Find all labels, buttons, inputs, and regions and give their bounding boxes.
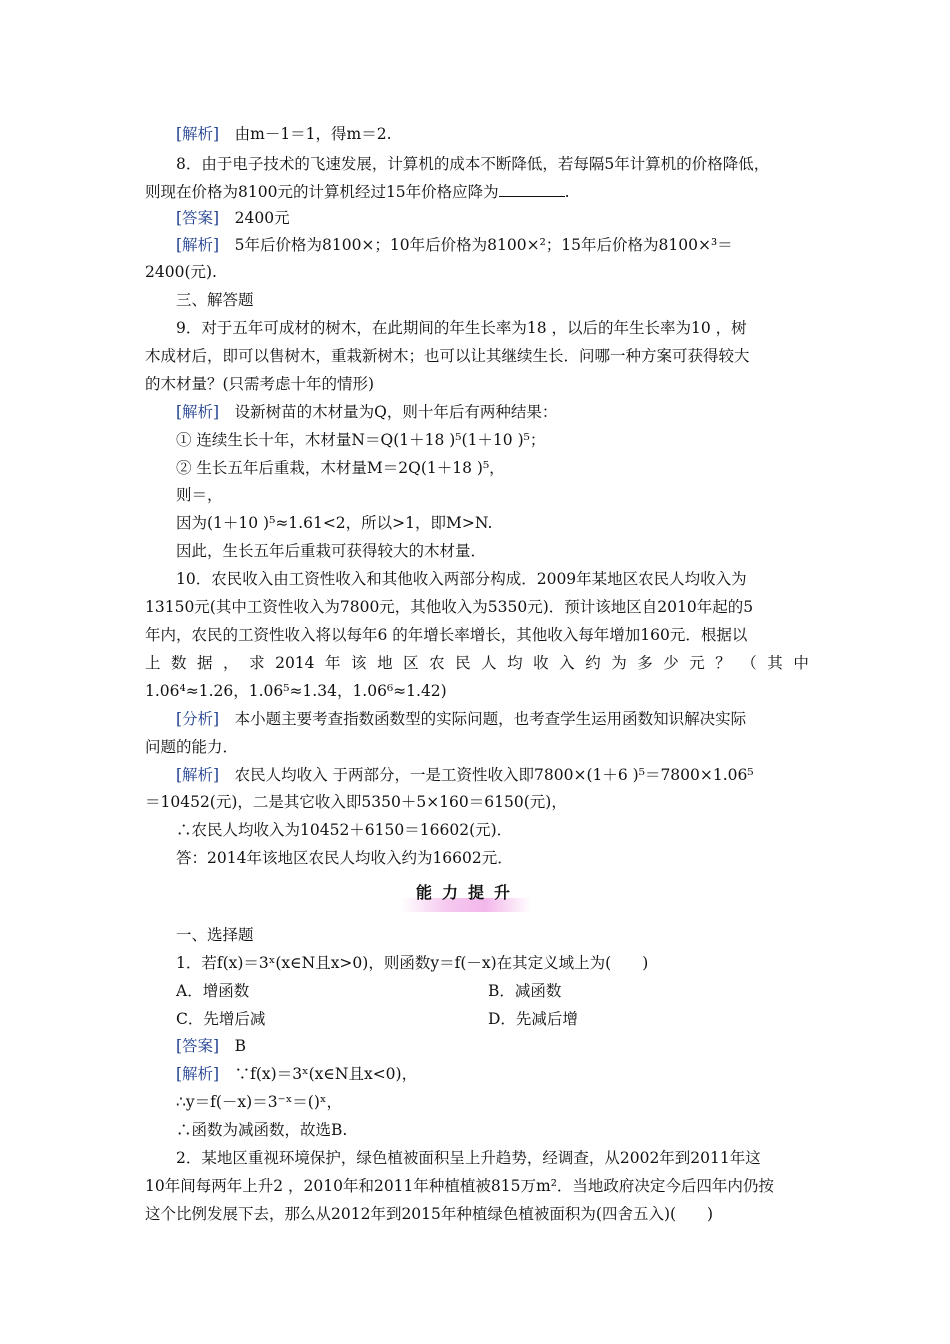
word: 入 [559, 654, 575, 672]
answer-8 [176, 208, 809, 228]
question-10-line-1: 10．农民收入由工资性收入和其他收入两部分构成．2009年某地区农民人均收入为 [176, 570, 747, 588]
analysis-tag: [解析] [176, 766, 220, 784]
word: 均 [507, 654, 523, 672]
answer-tag: [答案] [176, 1037, 220, 1055]
option-a[interactable]: A．增函数 [176, 982, 250, 1000]
word: 上 [145, 654, 161, 672]
analysis-1-line-2: ∴y＝f(－x)＝3⁻ˣ＝()ˣ， [176, 1093, 342, 1111]
analysis-tag: [解析] [176, 1065, 220, 1083]
word: 民 [455, 654, 471, 672]
word: 其 [767, 654, 783, 672]
analysis-9-line-2: ① 连续生长十年，木材量N＝Q(1＋18 )⁵(1＋10 )⁵； [176, 431, 546, 449]
word: 该 [351, 654, 367, 672]
line-text: 2400元 [234, 209, 290, 227]
analysis-9-line-4: 则＝， [176, 486, 223, 504]
word: 求 [249, 654, 265, 672]
word: ， [223, 654, 239, 672]
word: 据 [197, 654, 213, 672]
section-heading-answers: 三、解答题 [176, 291, 254, 309]
analysis-1-line-1 [176, 1064, 809, 1084]
word: （ [741, 654, 757, 672]
line-text: 设新树苗的木材量为Q，则十年后有两种结果： [234, 403, 558, 421]
analysis-tag: [解析] [176, 236, 220, 254]
line-text: . [564, 183, 570, 201]
question-10-line-4 [145, 653, 809, 673]
answer-10-line: 答：2014年该地区农民人均收入约为16602元． [176, 849, 513, 867]
word: 年 [325, 654, 341, 672]
option-b[interactable]: B．减函数 [488, 982, 562, 1000]
word: 约 [585, 654, 601, 672]
analysis-10-line-2: ＝10452(元)，二是其它收入即5350＋5×160＝6150(元)， [145, 793, 567, 811]
word: 人 [481, 654, 497, 672]
word: 为 [611, 654, 627, 672]
option-d[interactable]: D．先减后增 [488, 1010, 578, 1028]
word: 收 [533, 654, 549, 672]
analysis-9-line-3: ② 生长五年后重栽，木材量M＝2Q(1＋18 )⁵， [176, 459, 505, 477]
answer-1 [176, 1036, 809, 1056]
analysis-9-line-6: 因此，生长五年后重栽可获得较大的木材量． [176, 542, 487, 560]
analysis-9-line-5: 因为(1＋10 )⁵≈1.61<2，所以>1，即M>N. [176, 514, 493, 532]
question-10-line-5: 1.06⁴≈1.26，1.06⁵≈1.34，1.06⁶≈1.42) [145, 682, 447, 700]
word: 区 [403, 654, 419, 672]
analysis-9-line-1 [176, 402, 809, 422]
line-text: B [234, 1037, 247, 1055]
analysis-8-line-2: 2400(元). [145, 263, 217, 281]
word: 地 [377, 654, 393, 672]
analysis-10-line-3: ∴农民人均收入为10452＋6150＝16602(元)． [176, 821, 513, 839]
note-tag: [分析] [176, 710, 220, 728]
analysis-8-line-1 [176, 235, 809, 255]
analysis-tag: [解析] [176, 403, 220, 421]
line-text: 本小题主要考查指数函数型的实际问题，也考查学生运用函数知识解决实际 [234, 710, 747, 728]
question-9-line-3: 的木材量？(只需考虑十年的情形) [145, 375, 375, 393]
question-2-line-3: 这个比例发展下去，那么从2012年到2015年种植绿色植被面积为(四舍五入)( ) [145, 1205, 714, 1223]
word: 数 [171, 654, 187, 672]
note-10-line-1 [176, 709, 809, 729]
line-text: 农民人均收入 于两部分，一是工资性收入即7800×(1＋6 )⁵＝7800×1.06⁵ [234, 766, 754, 784]
note-10-line-2: 问题的能力． [145, 738, 239, 756]
section-heading-choice: 一、选择题 [176, 926, 254, 944]
question-10-line-3: 年内，农民的工资性收入将以每年6 的年增长率增长，其他收入每年增加160元．根据以 [145, 626, 748, 644]
word: 元 [689, 654, 705, 672]
line-analysis-7 [176, 124, 809, 144]
analysis-1-line-3: ∴函数为减函数，故选B. [176, 1121, 348, 1139]
question-1-line: 1．若f(x)＝3ˣ(x∈N且x>0)，则函数y＝f(－x)在其定义域上为( ) [176, 954, 649, 972]
word: 中 [793, 654, 809, 672]
word: ？ [715, 654, 731, 672]
answer-tag: [答案] [176, 209, 220, 227]
word: 多 [637, 654, 653, 672]
question-9-line-1: 9．对于五年可成材的树木，在此期间的年生长率为18 ，以后的年生长率为10 ，树 [176, 319, 747, 337]
analysis-10-line-1 [176, 765, 809, 785]
section-banner [383, 882, 553, 916]
line-text: ∵f(x)＝3ˣ(x∈N且x<0)， [234, 1065, 418, 1083]
word: 2014 [275, 654, 315, 672]
section-title: 能力提升 [415, 883, 520, 902]
line-text: 则现在价格为8100元的计算机经过15年价格应降为 [145, 183, 499, 201]
question-2-line-1: 2．某地区重视环境保护，绿色植被面积呈上升趋势，经调查，从2002年到2011年这 [176, 1149, 761, 1167]
analysis-tag: [解析] [176, 125, 220, 143]
option-c[interactable]: C．先增后减 [176, 1010, 266, 1028]
question-8-line-1: 8．由于电子技术的飞速发展，计算机的成本不断降低，若每隔5年计算机的价格降低， [176, 155, 770, 173]
word: 少 [663, 654, 679, 672]
answer-blank [499, 182, 565, 197]
question-2-line-2: 10年间每两年上升2 ，2010年和2011年种植植被815万m²．当地政府决定今后四年内仍按 [145, 1177, 774, 1195]
question-10-line-2: 13150元(其中工资性收入为7800元，其他收入为5350元)．预计该地区自2010年起的5 [145, 598, 754, 616]
question-8-line-2 [145, 182, 809, 202]
question-9-line-2: 木成材后，即可以售树木，重栽新树木；也可以让其继续生长．问哪一种方案可获得较大 [145, 347, 750, 365]
line-text: 由m－1＝1，得m＝2. [234, 125, 392, 143]
word: 农 [429, 654, 445, 672]
line-text: 5年后价格为8100×；10年后价格为8100×²；15年后价格为8100×³＝ [234, 236, 733, 254]
